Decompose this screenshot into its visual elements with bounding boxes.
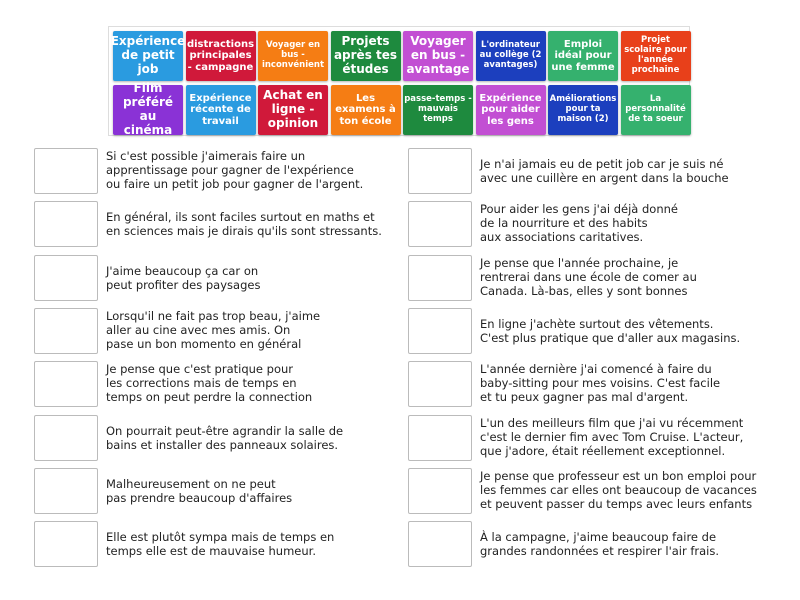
drop-target-box[interactable]: [408, 468, 472, 514]
drop-target-box[interactable]: [408, 521, 472, 567]
answer-tile[interactable]: Améliorations pour ta maison (2): [548, 85, 618, 135]
answer-tile[interactable]: Voyager en bus - inconvénient: [258, 31, 328, 81]
drop-target-box[interactable]: [408, 255, 472, 301]
answer-tile[interactable]: Expérience pour aider les gens: [476, 85, 546, 135]
match-statement: Je pense que professeur est un bon emploi pour les femmes car elles ont beaucoup de vacances et peuvent passer du temps avec leurs enfants: [480, 468, 757, 511]
answer-tile[interactable]: Emploi idéal pour une femme: [548, 31, 618, 81]
answer-tile[interactable]: La personnalité de ta soeur: [621, 85, 691, 135]
match-statement: Je pense que l'année prochaine, je rentrerai dans une école de comer au Canada. Là-bas, elles y sont bonnes: [480, 255, 697, 298]
answer-tile[interactable]: Voyager en bus - avantage: [403, 31, 473, 81]
match-statement: On pourrait peut-être agrandir la salle de bains et installer des panneaux solaires.: [106, 423, 344, 452]
answer-tile[interactable]: passe-temps - mauvais temps: [403, 85, 473, 135]
drop-target-box[interactable]: [34, 255, 98, 301]
answer-tile[interactable]: Projet scolaire pour l'année prochaine: [621, 31, 691, 81]
match-statement: L'un des meilleurs film que j'ai vu récemment c'est le dernier fim avec Tom Cruise. L'acteur, que j'adore, était réellement exceptionnel.: [480, 415, 744, 458]
match-statement: Elle est plutôt sympa mais de temps en temps elle est de mauvaise humeur.: [106, 530, 335, 559]
drop-target-box[interactable]: [408, 308, 472, 354]
match-statement: À la campagne, j'aime beaucoup faire de grandes randonnées et respirer l'air frais.: [480, 530, 720, 559]
drop-target-box[interactable]: [34, 308, 98, 354]
match-statement: Malheureusement on ne peut pas prendre beaucoup d'affaires: [106, 476, 293, 505]
drop-target-box[interactable]: [34, 201, 98, 247]
answer-tile[interactable]: L'ordinateur au collège (2 avantages): [476, 31, 546, 81]
match-statement: En ligne j'achète surtout des vêtements. C'est plus pratique que d'aller aux magasins.: [480, 316, 741, 345]
match-statement: Lorsqu'il ne fait pas trop beau, j'aime aller au cine avec mes amis. On pase un bon momento en général: [106, 308, 321, 351]
match-statement: Pour aider les gens j'ai déjà donné de la nourriture et des habits aux associations caritatives.: [480, 202, 678, 245]
answer-tile[interactable]: Expérience de petit job: [113, 31, 183, 81]
drop-target-box[interactable]: [34, 521, 98, 567]
answer-tiles-bank: [108, 26, 690, 136]
match-statement: Je n'ai jamais eu de petit job car je suis né avec une cuillère en argent dans la bouche: [480, 157, 729, 185]
drop-target-box[interactable]: [408, 201, 472, 247]
answer-tile[interactable]: Les examens à ton école: [331, 85, 401, 135]
drop-target-box[interactable]: [408, 415, 472, 461]
answer-tile[interactable]: distractions principales - campagne: [186, 31, 256, 81]
match-statement: Si c'est possible j'aimerais faire un apprentissage pour gagner de l'expérience ou faire un petit job pour gagner de l'argent.: [106, 149, 364, 191]
drop-target-box[interactable]: [408, 361, 472, 407]
match-statement: Je pense que c'est pratique pour les corrections mais de temps en temps on peut perdre la connection: [106, 362, 313, 405]
answer-tile[interactable]: Achat en ligne - opinion: [258, 85, 328, 135]
answer-tile[interactable]: Projets après tes études: [331, 31, 401, 81]
drop-target-box[interactable]: [34, 468, 98, 514]
answer-tile[interactable]: Expérience récente de travail: [186, 85, 256, 135]
match-statement: J'aime beaucoup ça car on peut profiter des paysages: [106, 263, 261, 292]
drop-target-box[interactable]: [34, 415, 98, 461]
drop-target-box[interactable]: [34, 148, 98, 194]
drop-target-box[interactable]: [408, 148, 472, 194]
match-statement: En général, ils sont faciles surtout en maths et en sciences mais je dirais qu'ils sont stressants.: [106, 210, 382, 239]
drop-target-box[interactable]: [34, 361, 98, 407]
answer-tile[interactable]: Film préféré au cinéma: [113, 85, 183, 135]
match-statement: L'année dernière j'ai comencé à faire du baby-sitting pour mes voisins. C'est facile et tu peux gagner pas mal d'argent.: [480, 362, 721, 405]
